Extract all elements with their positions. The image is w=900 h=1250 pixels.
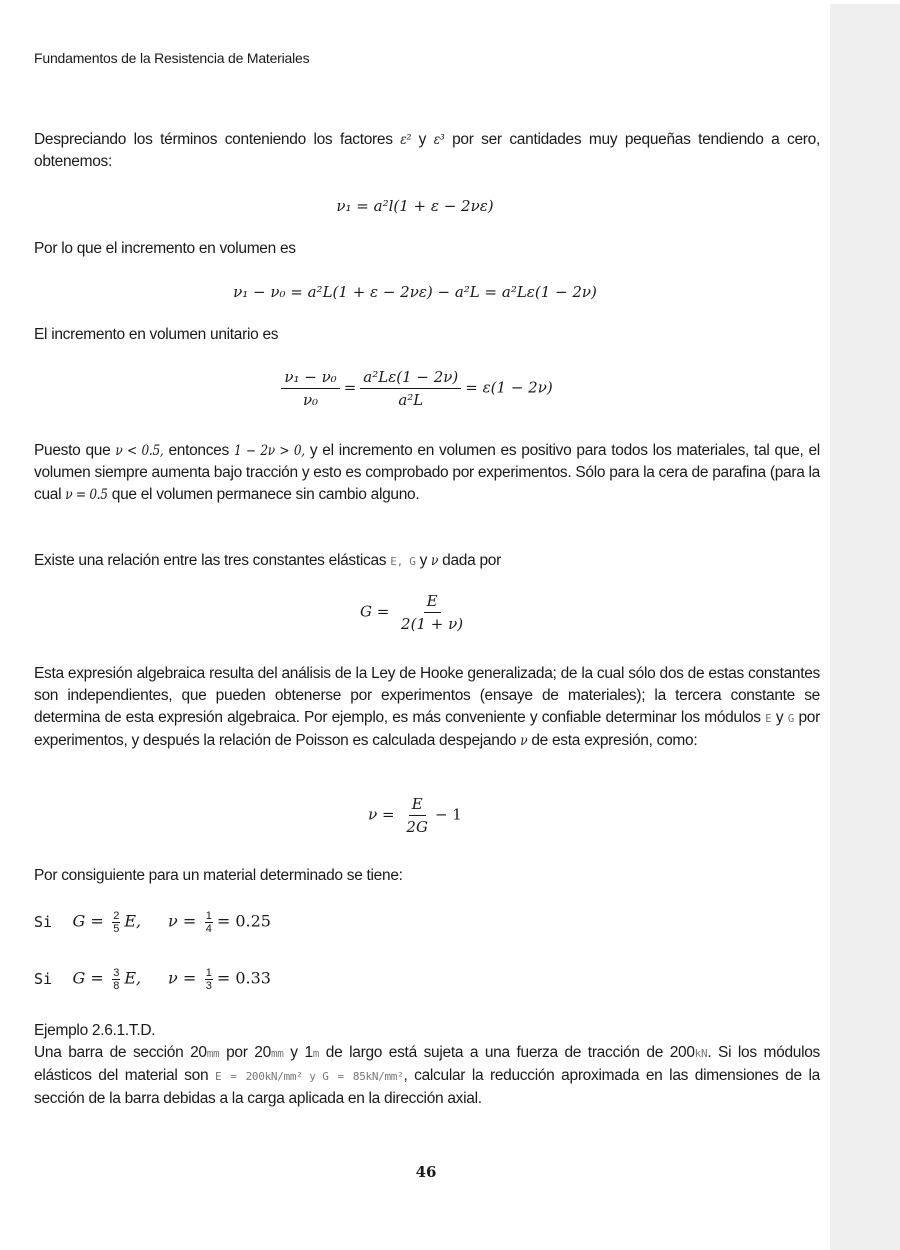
- equation-volume-increment: ν₁ − ν₀ = a²L(1 + ε − 2νε) − a²L = a²Lε(1 − 2ν): [233, 283, 597, 301]
- fraction: $\frac{1}{3}$: [205, 967, 212, 992]
- equation-v1: ν₁ = a²l(1 + ε − 2νε): [336, 197, 494, 215]
- paragraph-6: Esta expresión algebraica resulta del análisis de la Ley de Hooke generalizada; de la cual sólo dos de estas constantes son independientes, que pueden obtenerse por experimentos (ensaye de materiales); la tercera constante se determina de esta expresión algebraica. Por ejemplo, es más conveniente y confiable determinar los módulos E y G por experimentos, y después la relación de Poisson es calculada despejando ν de esta expresión, como:: [34, 665, 820, 749]
- equation-poisson: ν = $\frac{E}{2G}$ − 1: [368, 795, 462, 836]
- paragraph-4: Puesto que ν < 0.5, entonces 1 − 2ν > 0, y el incremento en volumen es positivo para todos los materiales, tal que, el volumen siempre aumenta bajo tracción y esto es comprobado por experimentos. Sólo para la cera de parafina (para la cual ν = 0.5 que el volumen permanece sin cambio alguno.: [34, 442, 820, 503]
- fraction: $\frac{\text{ν₁ − ν₀}}{\text{ν₀}}$: [281, 368, 339, 409]
- example-title: Ejemplo 2.6.1.T.D.: [34, 1022, 156, 1039]
- case-1: Si G = $\frac{2}{5}$ E, ν = $\frac{1}{4}$ = 0.25: [34, 910, 271, 935]
- equation-shear-modulus: G = $\frac{E}{2(1 + \nu)}$: [0, 592, 830, 633]
- paragraph-3: El incremento en volumen unitario es: [34, 326, 279, 343]
- fraction: $\frac{\text{a²Lε(1 − 2ν)}}{\text{a²L}}$: [360, 368, 461, 409]
- paragraph-7: Por consiguiente para un material determinado se tiene:: [34, 867, 403, 884]
- fraction: $\frac{3}{8}$: [113, 967, 120, 992]
- paragraph-1: Despreciando los términos conteniendo los factores ε² y ε³ por ser cantidades muy pequeñas tendiendo a cero, obtenemos:: [34, 131, 820, 170]
- paragraph-5: Existe una relación entre las tres constantes elásticas E, G y ν dada por: [34, 552, 501, 569]
- paragraph-2: Por lo que el incremento en volumen es: [34, 240, 296, 257]
- fraction: $\frac{E}{2G}$: [406, 795, 428, 836]
- running-header: Fundamentos de la Resistencia de Materiales: [34, 50, 310, 66]
- page-number: 46: [415, 1163, 437, 1181]
- fraction: $\frac{E}{2(1 + \nu)}$: [401, 592, 464, 633]
- equation-unit-volume: $\frac{\text{ν₁ − ν₀}}{\text{ν₀}}$ = $\frac{\text{a²Lε(1 − 2ν)}}{\text{a²L}}$ = ε(1 − 2ν): [0, 368, 830, 409]
- example-statement: Una barra de sección 20mm por 20mm y 1m de largo está sujeta a una fuerza de tracción de 200kN. Si los módulos elásticos del material son E = 200kN/mm² y G = 85kN/mm², calcular la reducción aproximada en las dimensiones de la sección de la barra debidas a la carga aplicada en la dirección axial.: [34, 1044, 820, 1107]
- side-panel: [830, 4, 900, 1250]
- fraction: $\frac{1}{4}$: [205, 910, 212, 935]
- case-2: Si G = $\frac{3}{8}$ E, ν = $\frac{1}{3}$ = 0.33: [34, 967, 271, 992]
- fraction: $\frac{2}{5}$: [113, 910, 120, 935]
